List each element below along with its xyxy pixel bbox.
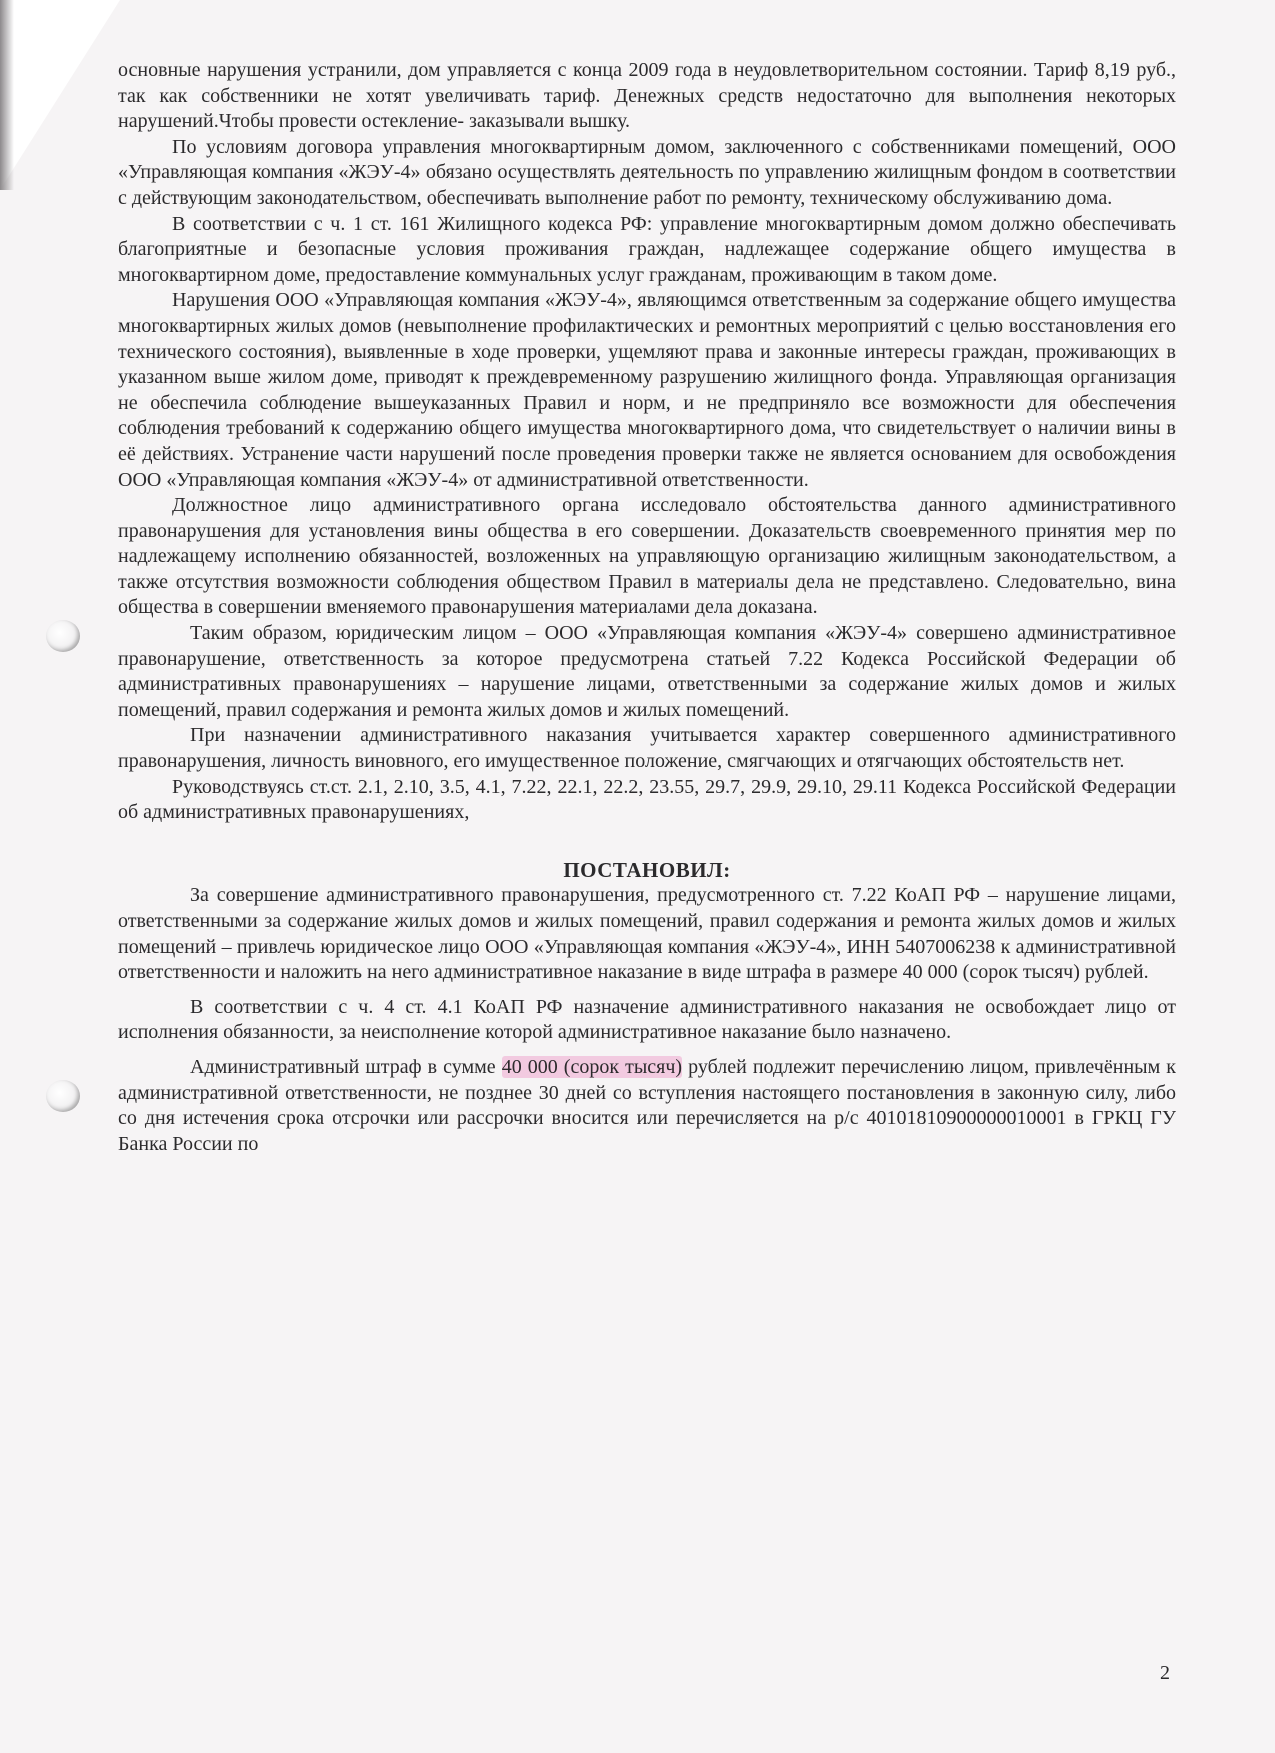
paragraph-housing-code: В соответствии с ч. 1 ст. 161 Жилищного кодекса РФ: управление многоквартирным домом должно обеспечивать благоприятные и безопасные условия проживания граждан, надлежащее содержание общего имущества в многоквартирном доме, предоставление коммунальных услуг гражданам, проживающим в таком доме. xyxy=(118,212,1176,286)
fine-amount-highlight: 40 000 (сорок тысяч) xyxy=(501,1055,683,1078)
paragraph-official-review: Должностное лицо административного органа исследовало обстоятельства данного административного правонарушения для установления вины общества в его совершении. Доказательств своевременного принятия мер по надлежащему исполнению обязанностей, возложенных на управляющую организацию жилищным законодательством, а также отсутствия возможности соблюдения обществом Правил в материалы дела не представлено. Следовательно, вина общества в совершении вменяемого правонарушения материалами дела доказана. xyxy=(118,494,1176,619)
paragraph-fine-payment xyxy=(118,1055,1176,1157)
paragraph-violations: Нарушения ООО «Управляющая компания «ЖЭУ-4», являющимся ответственным за содержание общего имущества многоквартирных жилых домов (невыполнение профилактических и ремонтных мероприятий с целью восстановления его технического состояния), выявленные в ходе проверки, ущемляют права и законные интересы граждан, проживающих в указанном выше жилом доме, приводят к преждевременному разрушению жилищного фонда. Управляющая организация не обеспечила соблюдение вышеуказанных Правил и норм, и не предприняло все возможности для обеспечения соблюдения требований к содержанию общего имущества многоквартирного дома, что свидетельствует о наличии вины в её действиях. Устранение части нарушений после проведения проверки также не является основанием для освобождения ООО «Управляющая компания «ЖЭУ-4» от административной ответственности. xyxy=(118,289,1176,491)
punch-hole-upper xyxy=(46,620,80,652)
paragraph-conclusion: Таким образом, юридическим лицом – ООО «Управляющая компания «ЖЭУ-4» совершено административное правонарушение, ответственность за которое предусмотрена статьей 7.22 Кодекса Российской Федерации об административных правонарушениях – нарушение лицами, ответственными за содержание жилых домов и жилых помещений, правил содержания и ремонта жилых домов и жилых помещений. xyxy=(118,622,1176,721)
paragraph-legal-basis: Руководствуясь ст.ст. 2.1, 2.10, 3.5, 4.1, 7.22, 22.1, 22.2, 23.55, 29.7, 29.9, 29.10, 29.11 Кодекса Российской Федерации об административных правонарушениях, xyxy=(118,775,1176,824)
punch-hole-lower xyxy=(46,1080,80,1112)
paragraph-obligation: В соответствии с ч. 4 ст. 4.1 КоАП РФ назначение административного наказания не освобождает лицо от исполнения обязанности, за неисполнение которой административное наказание было назначено. xyxy=(118,995,1176,1044)
paragraph-penalty: За совершение административного правонарушения, предусмотренного ст. 7.22 КоАП РФ – нарушение лицами, ответственными за содержание жилых домов и жилых помещений, правил содержания и ремонта жилых домов и жилых помещений – привлечь юридическое лицо ООО «Управляющая компания «ЖЭУ-4», ИНН 5407006238 к административной ответственности и наложить на него административное наказание в виде штрафа в размере 40 000 (сорок тысяч) рублей. xyxy=(118,884,1176,984)
paragraph-management-contract: По условиям договора управления многоквартирным домом, заключенного с собственниками помещений, ООО «Управляющая компания «ЖЭУ-4» обязано осуществлять деятельность по управлению жилищным фондом в соответствии с действующим законодательством, обеспечивать выполнение работ по ремонту, техническому обслуживанию дома. xyxy=(118,135,1176,209)
corner-shadow xyxy=(0,0,14,190)
fine-text-start: Административный штраф в сумме xyxy=(190,1055,502,1078)
paragraph-violations-fixed: основные нарушения устранили, дом управляется с конца 2009 года в неудовлетворительном состоянии. Тариф 8,19 руб., так как собственники не хотят увеличивать тариф. Денежных средств недостаточно для выполнения некоторых нарушений.Чтобы провести остекление- заказывали вышку. xyxy=(118,59,1176,133)
document-body xyxy=(118,58,1176,1157)
paragraph-circumstances: При назначении административного наказания учитывается характер совершенного административного правонарушения, личность виновного, его имущественное положение, смягчающих и отягчающих обстоятельств нет. xyxy=(118,724,1176,773)
folded-corner xyxy=(0,0,120,190)
page-number: 2 xyxy=(1160,1662,1170,1684)
fine-text-end: рублей подлежит перечислению лицом, привлечённым к административной ответственности, не позднее 30 дней со вступления настоящего постановления в законную силу, либо со дня истечения срока отсрочки или рассрочки вносится или перечисляется на р/с 40101810900000010001 в ГРКЦ ГУ Банка России по xyxy=(118,1055,1176,1155)
resolution-heading: ПОСТАНОВИЛ: xyxy=(563,857,731,882)
